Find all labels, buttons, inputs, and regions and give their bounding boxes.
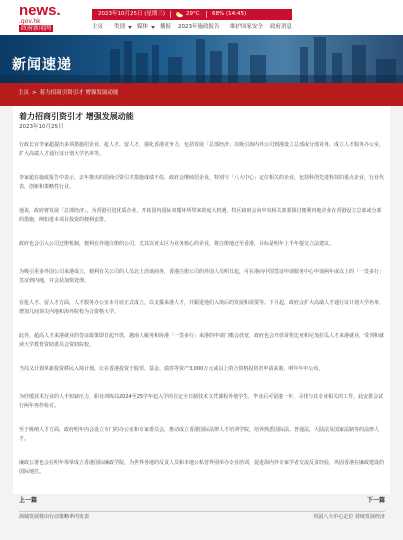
section-banner: [0, 35, 403, 83]
breadcrumb: [18, 89, 118, 97]
article-paragraph: 为吸引更多外国公司来港成立，便利有关公司的人员北上洽谈商务，香港注册公司的外国人员明日起，可在港向中国签证申请服务中心申请两年或以上的「一签多行」签证到内地，并会获加快处理。: [19, 269, 385, 284]
nav-broadcast[interactable]: 播报: [160, 24, 172, 30]
temperature: 29°C: [186, 11, 200, 17]
article-paragraph: 至于吸纳人才方面，政府明年内会设立专门的办公室和专家委员会，推动成立香港国际法律人才培训学院，培养熟悉国际法、普通法，大陆法及国家法制等的法律人才。: [19, 427, 380, 442]
divider: [19, 511, 385, 512]
divider: [170, 11, 171, 18]
article-paragraph: 为纾缓技术行业的人手短缺压力，职业训练局2024至25学年起入学的自定全日制技术文凭课程外地学生，毕业后可留港一年，寻找与其专业相关的工作，此安排会试行两年再作检讨。: [19, 394, 384, 409]
nav-national-security[interactable]: 维护国家安全: [230, 24, 264, 30]
previous-label: 上一篇: [19, 497, 38, 504]
nav-categories[interactable]: 类别: [114, 24, 126, 30]
next-label: 下一篇: [366, 497, 385, 504]
site-header: [0, 0, 403, 35]
site-logo[interactable]: [19, 3, 83, 32]
banner-title: 新闻速递: [12, 57, 72, 73]
nav-home[interactable]: 主页: [92, 24, 104, 30]
previous-article[interactable]: [19, 497, 199, 527]
article-paragraph: 此外，超高人才来港就业的签证政策即日起开放，越南人履务和协港「一签多行」来港的申请门槛会放宽，政府也会开放哥伦比亚和尼加拉瓜人才来港就业，受训和就读大学教育资助委员会资助院校。: [19, 333, 385, 348]
info-bar: [92, 9, 292, 20]
next-article-link[interactable]: 巩固八大中心定位 持续发展经济: [313, 514, 385, 520]
article-paragraph: 政府也会引入公司迁册机制，便利在外地注册的公司，尤其以亚太区为业务核心的企业，将注册地迁至香港，目标是明年上半年提交立法建议。: [19, 241, 335, 247]
sun-cloud-icon: [175, 11, 183, 18]
article-paragraph: 当局又计划革新投资移民入境计划，让在香港投资于股票、基金、债券等资产3,000万元或以上的合资格投资者申请来港，明年年中公布。: [19, 366, 324, 372]
nav-media[interactable]: 媒体: [137, 24, 149, 30]
logo-domain-text: .gov.hk: [19, 18, 41, 25]
humidity: 68% (14:45): [212, 11, 247, 17]
article-title: 着力招商引资引才 增强发展动能: [19, 112, 134, 121]
article-paragraph: 行政长官李家超提出多项措施招企业、抢人才、留人才，强化香港竞争力，包括发展「总部经济」以吸引海内外公司到港设立总部或分部业务，成立人才服务办公室，扩大高端人才通行证计划大学名单等。: [19, 142, 385, 157]
breadcrumb-current: 着力招商引资引才 增强发展动能: [39, 90, 119, 96]
logo-chinese-text: 政府新闻网: [21, 25, 52, 32]
article-paragraph: 在抢人才、留人才方面，人才服务办公室本月底正式成立，以支援来港人才，并跟进他们入境后的发展和需要等。下月起，政府会扩大高端人才通行证计划大学名单，增加几间顶尖内地和海外院校为合资格大学。: [19, 300, 385, 315]
divider: [206, 11, 207, 18]
chevron-down-icon: [128, 26, 132, 29]
article-paragraph: 廉政公署也会在明年筹掌成立香港国际廉政学院，为世界各地的反贪人员和本地公私营界别举办专业培训，促进海内外专家学者交流反贪经验，巩固香港在廉政建设的国际地位。: [19, 460, 385, 475]
nav-government-news[interactable]: 政府消息: [270, 24, 293, 30]
previous-article-link[interactable]: 海域发展将由行动策略率内发表: [19, 514, 90, 520]
breadcrumb-separator: >: [32, 90, 37, 96]
current-date: 2023年10月25日 (星期三): [98, 11, 166, 17]
article-date: 2023年10月25日: [19, 124, 64, 130]
article-paragraph: 他说，政府将发展「总部经济」，为香港引进优质企业，开拓国内国际双循环所带来的庞大机遇，特区政府会向中央相关部委探讨便利内地企业在香港设立总部或分部的措施，例如进本项目投资的便利安排。: [19, 208, 382, 223]
article-paragraph: 李家超在施政报告中表示，去年推出的招商引资引才措施成绩不俗，政府会继续招企业，特别与「八大中心」定位相关的企业，包括科创先进科技的重点企业，行业代表，创新和策略性行业。: [19, 175, 385, 190]
nav-policy-address[interactable]: 2023年施政报告: [178, 24, 220, 30]
next-article[interactable]: [205, 497, 385, 527]
chevron-down-icon: [151, 26, 155, 29]
breadcrumb-home[interactable]: 主页: [18, 90, 30, 96]
logo-main-text: news.: [19, 2, 61, 19]
